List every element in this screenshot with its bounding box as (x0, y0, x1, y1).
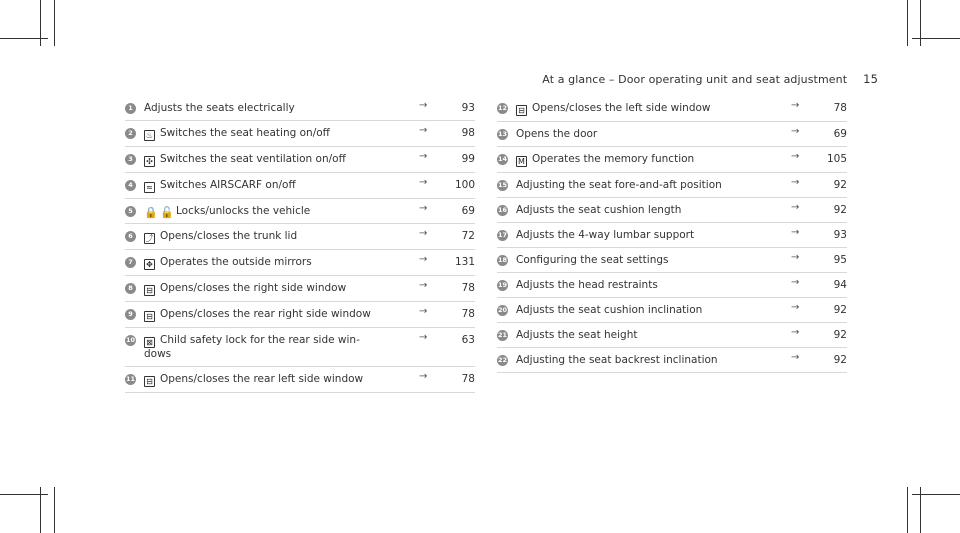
item-number-badge: 17 (497, 231, 508, 239)
list-item (497, 198, 847, 223)
item-description (516, 179, 791, 192)
page-reference[interactable]: 99 (461, 153, 475, 165)
unlock-icon: 🔓 (160, 206, 174, 219)
item-number-badge: 4 (125, 180, 136, 191)
child-lock-icon: ⊠ (144, 337, 155, 348)
item-number-badge: 18 (497, 256, 508, 264)
item-label: Opens/closes the trunk lid (160, 230, 298, 242)
item-number-badge: 14 (497, 155, 508, 163)
left-column (125, 96, 475, 393)
list-item (497, 323, 847, 348)
item-description (516, 204, 791, 217)
item-description (144, 334, 419, 361)
arrow-right-icon: → (419, 254, 428, 265)
page-reference[interactable]: 69 (461, 205, 475, 217)
lock-icon: 🔒 (144, 206, 158, 219)
crop-mark (54, 0, 55, 46)
item-label: Switches the seat ventilation on/off (160, 153, 346, 165)
window-icon: ⊟ (144, 311, 155, 322)
item-description (144, 256, 419, 270)
arrow-right-icon: → (791, 277, 800, 288)
arrow-right-icon: → (791, 151, 800, 162)
list-item (125, 173, 475, 199)
item-description (144, 373, 419, 387)
page-reference[interactable]: 95 (833, 254, 847, 266)
item-number-badge: 22 (497, 356, 508, 364)
list-item (497, 147, 847, 173)
page-reference[interactable]: 92 (833, 304, 847, 316)
item-label: Opens the door (516, 128, 598, 140)
page-reference[interactable]: 94 (833, 279, 847, 291)
list-item (125, 224, 475, 250)
airscarf-icon: ≈ (144, 182, 155, 193)
page-reference[interactable]: 92 (833, 204, 847, 216)
mirror-adjust-icon: ✥ (144, 259, 155, 270)
item-description (516, 254, 791, 267)
item-description (516, 304, 791, 317)
list-item (125, 199, 475, 224)
page-reference[interactable]: 69 (833, 128, 847, 140)
list-item (125, 302, 475, 328)
item-description (516, 279, 791, 292)
list-item (497, 298, 847, 323)
list-item (497, 248, 847, 273)
arrow-right-icon: → (419, 125, 428, 136)
page-reference[interactable]: 92 (833, 179, 847, 191)
crop-mark (40, 0, 41, 46)
item-number-badge: 3 (125, 154, 136, 165)
list-item (125, 147, 475, 173)
page-reference[interactable]: 92 (833, 329, 847, 341)
arrow-right-icon: → (791, 202, 800, 213)
list-item (497, 223, 847, 248)
list-item (125, 276, 475, 302)
list-item (497, 273, 847, 298)
arrow-right-icon: → (791, 352, 800, 363)
seat-ventilation-icon: ✣ (144, 156, 155, 167)
item-number-badge: 11 (125, 375, 136, 383)
item-description (144, 127, 419, 141)
arrow-right-icon: → (419, 306, 428, 317)
list-item (497, 173, 847, 198)
list-item (125, 367, 475, 393)
item-label: Adjusts the seats electrically (144, 102, 295, 114)
right-column (497, 96, 847, 373)
item-description (144, 282, 419, 296)
item-description (516, 354, 791, 367)
item-number-badge: 20 (497, 306, 508, 314)
arrow-right-icon: → (419, 228, 428, 239)
list-item (497, 96, 847, 122)
page-reference[interactable]: 63 (461, 334, 475, 346)
item-description (144, 205, 419, 218)
item-description (516, 329, 791, 342)
item-description (144, 230, 419, 244)
item-description (144, 102, 419, 115)
item-label: Switches the seat heating on/off (160, 127, 330, 139)
item-description (516, 128, 791, 141)
item-label: Operates the memory function (532, 153, 695, 165)
item-number-badge: 21 (497, 331, 508, 339)
seat-heating-icon: ♨ (145, 131, 154, 140)
page-reference[interactable]: 98 (461, 127, 475, 139)
trunk-icon: ⤴ (145, 234, 154, 243)
item-label: Adjusts the seat height (516, 329, 638, 341)
list-item (125, 328, 475, 367)
list-item (125, 250, 475, 276)
page-header (542, 72, 878, 86)
memory-icon: M (516, 156, 527, 167)
crop-mark (907, 487, 908, 533)
item-number-badge: 1 (125, 103, 136, 114)
arrow-right-icon: → (791, 252, 800, 263)
item-label: Opens/closes the rear left side window (160, 373, 364, 385)
arrow-right-icon: → (419, 280, 428, 291)
item-label: Switches AIRSCARF on/off (160, 179, 296, 191)
item-description (516, 229, 791, 242)
arrow-right-icon: → (419, 177, 428, 188)
item-label: Adjusts the seat cushion length (516, 204, 682, 216)
page-reference[interactable]: 105 (826, 153, 847, 165)
arrow-right-icon: → (791, 227, 800, 238)
arrow-right-icon: → (419, 100, 428, 111)
item-number-badge: 15 (497, 181, 508, 189)
list-item (125, 121, 475, 147)
item-description (144, 153, 419, 167)
page-reference[interactable]: 78 (461, 282, 475, 294)
arrow-right-icon: → (791, 126, 800, 137)
crop-mark (920, 0, 921, 46)
item-description (516, 153, 791, 167)
list-item (497, 122, 847, 147)
item-label: Operates the outside mirrors (160, 256, 312, 268)
arrow-right-icon: → (791, 302, 800, 313)
item-number-badge: 7 (125, 257, 136, 268)
item-number-badge: 12 (497, 104, 508, 112)
crop-mark (0, 38, 48, 39)
page-reference[interactable]: 78 (461, 308, 475, 320)
arrow-right-icon: → (791, 177, 800, 188)
arrow-right-icon: → (791, 100, 800, 111)
crop-mark (912, 38, 960, 39)
page-reference[interactable]: 93 (833, 229, 847, 241)
item-description (144, 308, 419, 322)
item-number-badge: 2 (125, 128, 136, 139)
item-number-badge: 6 (125, 231, 136, 242)
item-label: Configuring the seat settings (516, 254, 669, 266)
item-number-badge: 9 (125, 309, 136, 320)
page-reference[interactable]: 78 (833, 102, 847, 114)
arrow-right-icon: → (419, 332, 428, 343)
arrow-right-icon: → (419, 371, 428, 382)
item-label: Opens/closes the right side window (160, 282, 347, 294)
window-icon: ⊟ (144, 376, 155, 387)
item-label: Locks/unlocks the vehicle (176, 205, 311, 217)
item-number-badge: 16 (497, 206, 508, 214)
crop-mark (54, 487, 55, 533)
item-label: Adjusts the 4-way lumbar support (516, 229, 695, 241)
crop-mark (0, 494, 48, 495)
crop-mark (912, 494, 960, 495)
item-description (144, 179, 419, 193)
item-number-badge: 10 (125, 336, 136, 344)
page-reference[interactable]: 78 (461, 373, 475, 385)
page-reference[interactable]: 93 (461, 102, 475, 114)
item-label: Opens/closes the rear right side window (160, 308, 371, 320)
crop-mark (907, 0, 908, 46)
list-item (125, 96, 475, 121)
page-reference[interactable]: 72 (461, 230, 475, 242)
item-label: Adjusts the seat cushion inclination (516, 304, 703, 316)
item-label: Opens/closes the left side window (532, 102, 711, 114)
item-number-badge: 19 (497, 281, 508, 289)
arrow-right-icon: → (419, 151, 428, 162)
window-icon: ⊟ (516, 105, 527, 116)
item-label: Child safety lock for the rear side win- dows (144, 334, 360, 360)
item-number-badge: 5 (125, 206, 136, 217)
page-reference[interactable]: 100 (454, 179, 475, 191)
page-number: 15 (863, 72, 878, 86)
arrow-right-icon: → (419, 203, 428, 214)
list-item (497, 348, 847, 373)
section-title: At a glance – Door operating unit and seat adjustment (542, 73, 848, 86)
item-label: Adjusting the seat fore-and-aft position (516, 179, 722, 191)
item-number-badge: 13 (497, 130, 508, 138)
page-reference[interactable]: 131 (454, 256, 475, 268)
item-number-badge: 8 (125, 283, 136, 294)
window-icon: ⊟ (144, 285, 155, 296)
item-label: Adjusts the head restraints (516, 279, 658, 291)
page-reference[interactable]: 92 (833, 354, 847, 366)
arrow-right-icon: → (791, 327, 800, 338)
item-label: Adjusting the seat backrest inclination (516, 354, 718, 366)
item-description (516, 102, 791, 116)
